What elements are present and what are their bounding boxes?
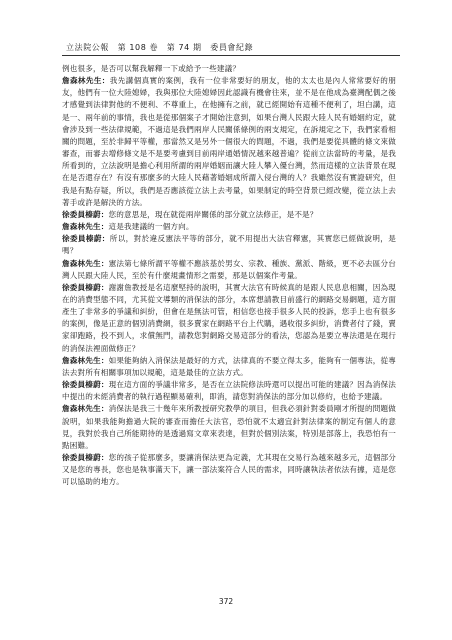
speaker-label: 徐委員榛蔚： <box>62 234 110 244</box>
speech-text: 現在這方面的爭議非常多，是否在立法院修法時還可以提出可能的建議？因為消保法中提出的未經消費者的執行過程顯易確利，即消，請您對消保法的部分加以修約，也給予建議。 <box>62 380 396 402</box>
speech-text: 如果能夠納入消保法是最好的方式，法律真的不要立得太多，能夠有一個專法，從專法去對所有相關事項加以規範，這是最佳的立法方式。 <box>62 355 396 377</box>
transcript-paragraph <box>62 209 396 221</box>
transcript-paragraph <box>62 75 396 209</box>
speech-text: 您的孩子從那麼多，要讓消保法更為定義，尤其現在交易行為越來越多元，這個部分又是您的專長，您也是執事滿天下，讓一部法案符合人民的需求，同時讓執法者依法有據，這是您可以協助的地方。 <box>62 453 396 487</box>
gazette-header: 立法院公報 第 108 卷 第 74 期 委員會紀錄 <box>66 43 254 52</box>
speech-text: 我先講個真實的案例，我有一位非常要好的朋友，他的太太也是內人常常要好的朋友，他們有一位大陸媳婦，我與那位大陸媳婦因此認識有機會往來，並不是在他成為臺灣配偶之後才感覺到法律對他的不便利、不尊重上，在他擁有之前，就已經開始有這種不便利了，坦白講，這是一、兩年前的事情，我也是從那個案子才開始注意到，如果台灣人民跟大陸人民有婚姻約定，就會涉及到一些法律規範，不過這是我們兩岸人民關係條例的兩支規定，在訴規定之下，我們家看相關的問題，至於非歸平等權，那當然又是另外一個很大的問題，不過，我們是要從具體的條文來做審查，而審去增修條文是不是要考慮到目前兩岸通婚情況越來越普遍？從前立法當時的考量，是我所看到的，立法說明是擔心利用所謂的兩岸婚姻而讓大陸人攀入優台灣，然而這樣的立法背景在現在是否還存在？有沒有那麼多的大陸人民藉著婚姻成所謂入侵台灣的人？我雖然沒有實證研究，但我是有點存疑，所以，我們是否應該從立法上去考量，如果制定的時空背景已經改變，從立法上去著手或許是解決的方法。 <box>62 76 396 207</box>
transcript-paragraph <box>62 63 396 75</box>
transcript-paragraph <box>62 403 396 452</box>
transcript-paragraph <box>62 221 396 233</box>
transcript-paragraph <box>62 452 396 488</box>
speaker-label: 詹森林先生： <box>62 404 109 414</box>
speech-text: 謝謝詹教授是名這麼堅持的說明，其實大法官有時候真的是跟人民息息相關，因為現在的消費型態不同，尤其從文導類的消保法的部分，本席想請教目前盛行的網路交易網題，這方面產生了非常多的爭議和糾紛，但會在是無法可管，相信您也接手很多人民的投訴，您手上也有很多的案例，像是正意的個別消費網，很多賣家在網路平台上代購，遇收很多糾紛，消費者付了錢，賣家卻跑路，投不到人，求償無門，請教您對網路交易這部分的看法，您認為是要立專法還是在現行的消保法裡面做修正？ <box>62 282 396 353</box>
speech-text: 這是我建議的一個方向。 <box>108 222 194 232</box>
speaker-label: 詹森林先生： <box>62 76 110 86</box>
speaker-label: 徐委員榛蔚： <box>62 282 109 292</box>
speaker-label: 詹森林先生： <box>62 258 109 268</box>
transcript-body <box>62 63 396 488</box>
speaker-label: 詹森林先生： <box>62 222 109 232</box>
transcript-paragraph <box>62 355 396 379</box>
speech-text: 消保法是我三十幾年來所教授研究教學的項目，但我必須針對委員剛才所提的問題做說明，如果我能夠擔過大院的審查而擔任大法官，恐怕就不太適宜針對法律案的制定有個人的意見，我對於我自己所能期待的是透過寫文章來表達，但對於個別法案，特別是部落上，我恐怕有一點困難。 <box>62 404 396 450</box>
transcript-paragraph <box>62 379 396 403</box>
page-number: 372 <box>218 597 234 606</box>
speaker-label: 徐委員榛蔚： <box>62 209 109 219</box>
header-rule <box>62 55 400 56</box>
speech-text: 您的意思是，現在就從兩岸關係的部分就立法修正，是不是？ <box>108 209 318 219</box>
transcript-paragraph <box>62 258 396 282</box>
speaker-label: 詹森林先生： <box>62 355 109 365</box>
transcript-paragraph <box>62 233 396 257</box>
speech-text: 例也很多，是否可以幫我解釋一下或給予一些建議？ <box>62 64 241 73</box>
speaker-label: 徐委員榛蔚： <box>62 453 109 462</box>
transcript-paragraph <box>62 282 396 355</box>
speaker-label: 徐委員榛蔚： <box>62 380 109 390</box>
speech-text: 所以，對於違反憲法平等的部分，就不用提出大法官釋憲，其實您已經做說明，是嗎？ <box>62 234 396 256</box>
speech-text: 憲法第七條所謂平等權不應該基於男女、宗教、種族、黨派、階級，更不必去區分台灣人民跟大陸人民，至於有什麼規畫情形之需要，那是以個案作考量。 <box>62 258 396 280</box>
